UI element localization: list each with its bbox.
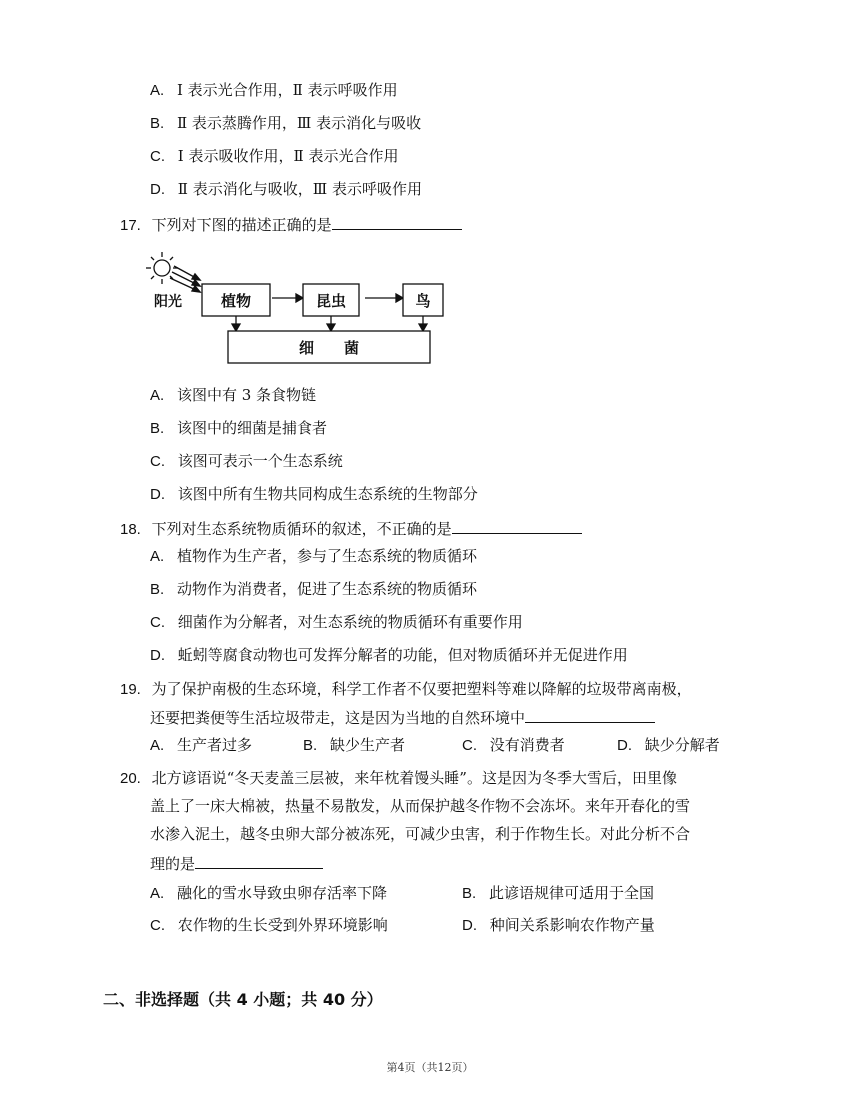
q20-stem-line3: 水渗入泥土，越冬虫卵大部分被冻死，可减少虫害，利于作物生长。对此分析不合 <box>150 825 691 843</box>
page-footer: 第4页（共12页） <box>386 1061 474 1074</box>
q18-option-a: A. 植物作为生产者，参与了生态系统的物质循环 <box>150 547 477 565</box>
q16-option-d: D. Ⅱ 表示消化与吸收，Ⅲ 表示呼吸作用 <box>150 180 422 198</box>
q16-option-b: B. Ⅱ 表示蒸腾作用，Ⅲ 表示消化与吸收 <box>150 114 422 132</box>
q19-stem-line2: 还要把粪便等生活垃圾带走，这是因为当地的自然环境中 <box>150 706 655 728</box>
q17-stem: 17. 下列对下图的描述正确的是 <box>120 213 462 236</box>
answer-blank <box>195 852 323 869</box>
q16-option-a: A. Ⅰ 表示光合作用，Ⅱ 表示呼吸作用 <box>150 81 398 99</box>
arrows-to-bacteria <box>232 316 427 331</box>
bird-label: 鸟 <box>415 292 431 310</box>
q18-stem: 18. 下列对生态系统物质循环的叙述，不正确的是 <box>120 517 582 540</box>
q17-option-a: A. 该图中有 3 条食物链 <box>150 386 317 404</box>
q20-option-d: D. 种间关系影响农作物产量 <box>462 916 655 934</box>
q19-option-a: A. 生产者过多 <box>150 736 252 754</box>
arrow-insect-bird <box>365 294 403 302</box>
q20-stem-line1: 20. 北方谚语说“冬天麦盖三层被，来年枕着馒头睡”。这是因为冬季大雪后，田里像 <box>120 769 677 787</box>
plant-label: 植物 <box>220 292 252 310</box>
answer-blank <box>525 706 655 723</box>
q17-option-d: D. 该图中所有生物共同构成生态系统的生物部分 <box>150 485 478 503</box>
q20-option-c: C. 农作物的生长受到外界环境影响 <box>150 916 388 934</box>
q16-option-c: C. Ⅰ 表示吸收作用，Ⅱ 表示光合作用 <box>150 147 399 165</box>
q18-option-d: D. 蚯蚓等腐食动物也可发挥分解者的功能，但对物质循环并无促进作用 <box>150 646 628 664</box>
sunlight-label: 阳光 <box>154 294 182 310</box>
section-title: 二、非选择题（共 4 小题；共 40 分） <box>103 990 383 1009</box>
food-web-diagram <box>140 248 450 368</box>
arrow-plant-insect <box>272 294 303 302</box>
answer-blank <box>332 213 462 230</box>
answer-blank <box>452 517 582 534</box>
q20-stem-line2: 盖上了一床大棉被，热量不易散发，从而保护越冬作物不会冻坏。来年开春化的雪 <box>150 797 691 815</box>
q20-option-b: B. 此谚语规律可适用于全国 <box>462 884 654 902</box>
sunlight-arrows-icon <box>170 266 200 292</box>
bacteria-label: 细 菌 <box>298 339 360 357</box>
q19-stem-line1: 19. 为了保护南极的生态环境，科学工作者不仅要把塑料等难以降解的垃圾带离南极， <box>120 680 692 698</box>
insect-label: 昆虫 <box>315 292 347 310</box>
q20-option-a: A. 融化的雪水导致虫卵存活率下降 <box>150 884 387 902</box>
q17-option-b: B. 该图中的细菌是捕食者 <box>150 419 327 437</box>
q18-option-c: C. 细菌作为分解者，对生态系统的物质循环有重要作用 <box>150 613 523 631</box>
q19-option-c: C. 没有消费者 <box>462 736 565 754</box>
q19-option-d: D. 缺少分解者 <box>617 736 720 754</box>
q18-option-b: B. 动物作为消费者，促进了生态系统的物质循环 <box>150 580 477 598</box>
q20-stem-line4: 理的是 <box>150 852 323 874</box>
q19-option-b: B. 缺少生产者 <box>303 736 405 754</box>
q17-option-c: C. 该图可表示一个生态系统 <box>150 452 343 470</box>
